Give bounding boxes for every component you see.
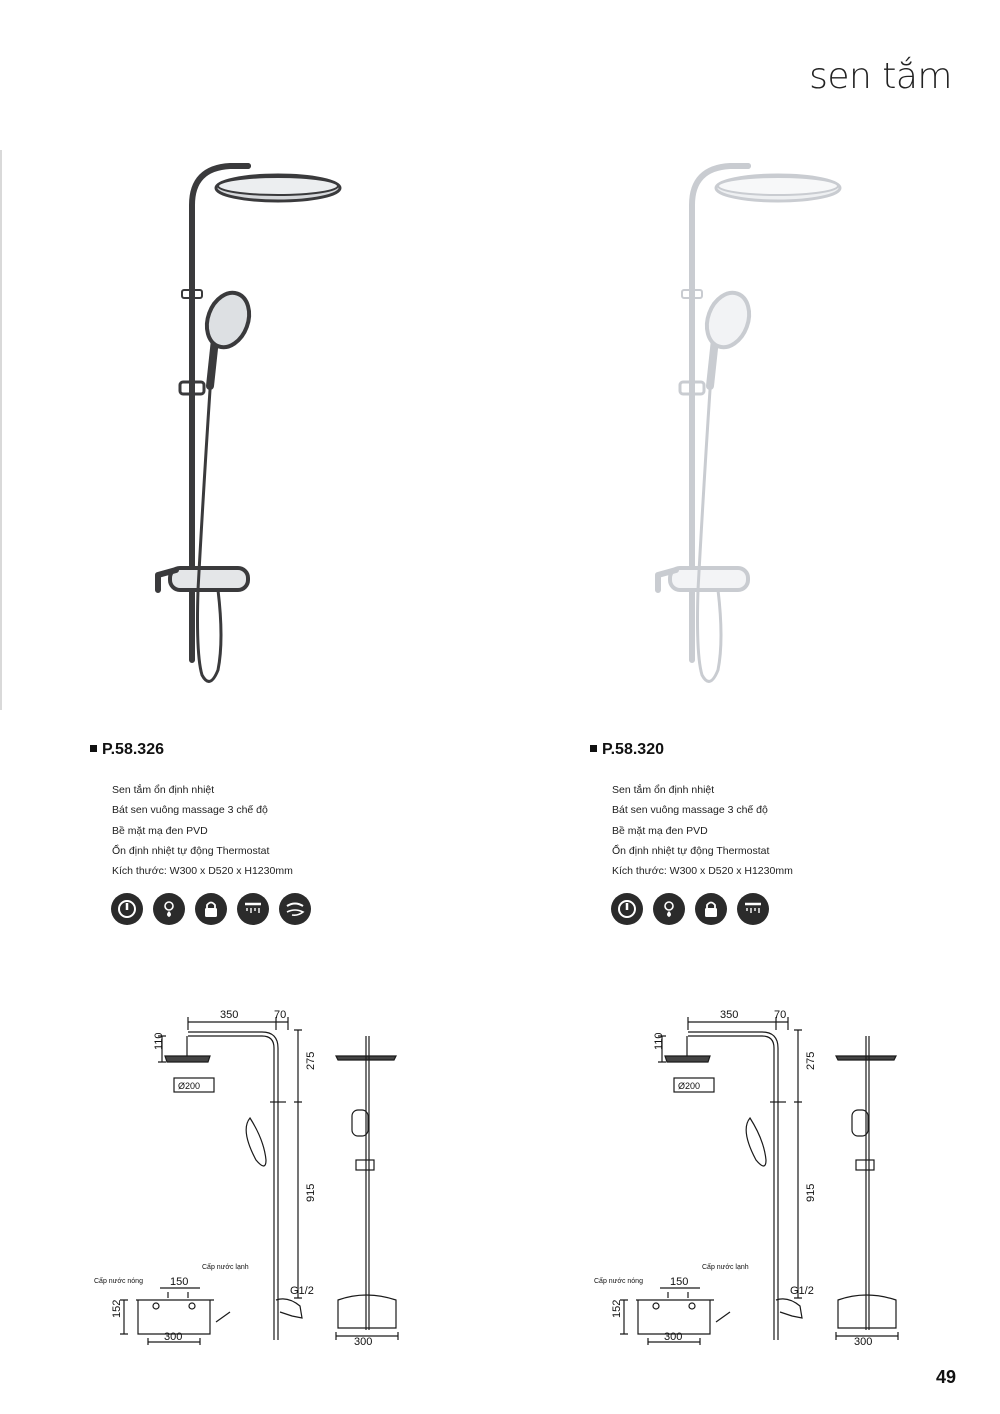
ceramic-cartridge-icon (611, 893, 643, 925)
shower-photo (640, 150, 880, 700)
ceramic-cartridge-icon (111, 893, 143, 925)
spec-list (112, 780, 293, 881)
dim-inlet-spacing: 150 (670, 1276, 689, 1288)
dim-width: 300 (664, 1331, 683, 1343)
dim-arm: 350 (720, 1009, 739, 1021)
safety-lock-icon (695, 893, 727, 925)
dim-width: 300 (164, 1331, 183, 1343)
feature-icons (111, 893, 311, 925)
label-cold-water: Cấp nước lạnh (702, 1264, 749, 1271)
dim-head-height: 110 (153, 1032, 165, 1050)
dim-upper: 275 (305, 1051, 317, 1070)
spec-item: Kích thước: W300 x D520 x H1230mm (112, 865, 293, 878)
spec-item: Bề mặt mạ đen PVD (112, 824, 208, 837)
spec-item: Kích thước: W300 x D520 x H1230mm (612, 865, 793, 878)
dim-head-diameter: Ø200 (178, 1081, 201, 1091)
dim-upper: 275 (805, 1051, 817, 1070)
dim-arm: 350 (220, 1009, 239, 1021)
spec-item: Bát sen vuông massage 3 chế độ (612, 804, 768, 817)
label-hot-water: Cấp nước nóng (94, 1278, 143, 1285)
thread-size: G1/2 (790, 1285, 814, 1297)
category-title: sen tắm (809, 56, 952, 97)
rain-shower-icon (737, 893, 769, 925)
rain-shower-icon (237, 893, 269, 925)
spec-list (612, 780, 793, 881)
product-code-text: P.58.326 (102, 741, 164, 758)
temperature-control-icon (653, 893, 685, 925)
safety-lock-icon (195, 893, 227, 925)
spec-item: Ổn định nhiệt tự động Thermostat (612, 844, 770, 857)
label-cold-water: Cấp nước lạnh (202, 1264, 249, 1271)
spec-item: Bề mặt mạ đen PVD (612, 824, 708, 837)
label-hot-water: Cấp nước nóng (594, 1278, 643, 1285)
dim-bar: 915 (805, 1183, 817, 1202)
page-edge-rule (0, 150, 2, 710)
dim-bar: 915 (305, 1183, 317, 1202)
spec-item: Ổn định nhiệt tự động Thermostat (112, 844, 270, 857)
product-card (80, 0, 540, 1414)
dim-inlet-spacing: 150 (170, 1276, 189, 1288)
product-code-text: P.58.320 (602, 741, 664, 758)
spec-item: Sen tắm ổn định nhiệt (112, 784, 215, 796)
dim-head-height: 110 (653, 1032, 665, 1050)
dim-side-width: 300 (354, 1336, 373, 1345)
thread-size: G1/2 (290, 1285, 314, 1297)
temperature-control-icon (153, 893, 185, 925)
technical-drawing (90, 1000, 430, 1345)
dim-offset: 70 (774, 1009, 787, 1021)
product-code (90, 741, 164, 759)
product-card (580, 0, 1000, 1414)
dim-side-width: 300 (854, 1336, 873, 1345)
dim-body-height: 152 (611, 1299, 623, 1318)
technical-drawing (590, 1000, 930, 1345)
page-number: 49 (935, 1367, 956, 1387)
dim-body-height: 152 (111, 1299, 123, 1318)
hand-shower-icon (279, 893, 311, 925)
spec-item: Bát sen vuông massage 3 chế độ (112, 804, 268, 817)
shower-photo (140, 150, 380, 700)
spec-item: Sen tắm ổn định nhiệt (612, 784, 715, 796)
feature-icons (611, 893, 769, 925)
dim-head-diameter: Ø200 (678, 1081, 701, 1091)
product-code (590, 741, 664, 759)
dim-offset: 70 (274, 1009, 287, 1021)
